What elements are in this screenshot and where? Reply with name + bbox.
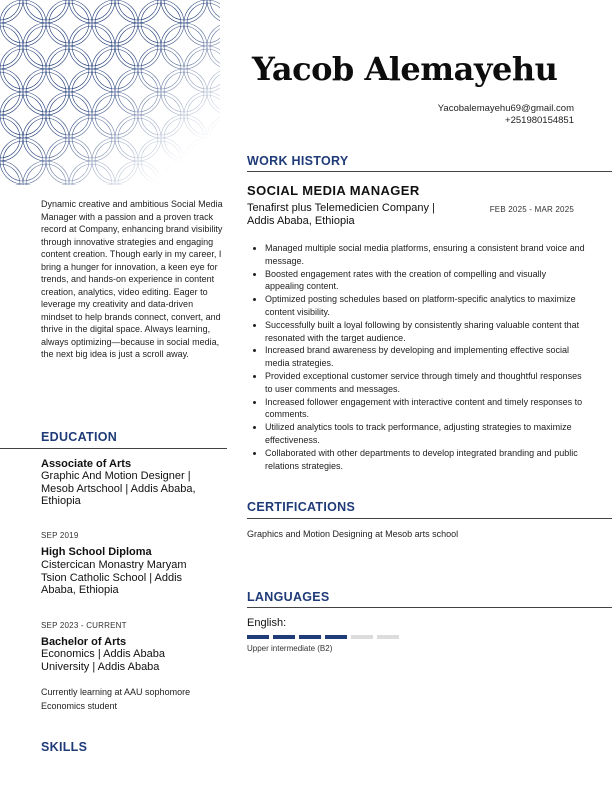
language-name: English: bbox=[247, 617, 287, 629]
profile-summary: Dynamic creative and ambitious Social Media Manager with a passion and a proven track record at Company, enhancing brand visibility through innovative strategies and engaging content creation. Though early in my career, I bring a hunger for innovation, a keen eye for trends, and hands-on experience in content creation, analytics, video editing. Eager to leverage my creativity and data-driven mindset to help brands connect, convert, and thrive in the digital space. Always learning, always optimizing—because in social media, the next big idea is just a scroll away. bbox=[41, 199, 223, 359]
proficiency-segment-empty bbox=[377, 635, 399, 639]
edu-degree-1: Associate of Arts bbox=[41, 458, 132, 470]
job-title: SOCIAL MEDIA MANAGER bbox=[247, 183, 420, 198]
list-item: • Boosted engagement rates with the creation of compelling and visually appealing content. bbox=[265, 268, 587, 294]
language-level: Upper intermediate (B2) bbox=[247, 644, 333, 653]
list-item: • Collaborated with other departments to develop integrated branding and public relations strategies. bbox=[265, 447, 587, 473]
job-bullets bbox=[253, 242, 587, 472]
certifications-heading: CERTIFICATIONS bbox=[247, 500, 356, 514]
job-dates: FEB 2025 - MAR 2025 bbox=[489, 205, 574, 214]
list-item: • Provided exceptional customer service through timely and thoughtful responses to user comments and messages. bbox=[265, 370, 587, 396]
list-item: • Managed multiple social media platforms, ensuring a consistent brand voice and message. bbox=[265, 242, 587, 268]
certifications-divider bbox=[247, 518, 612, 519]
list-item: • Successfully built a loyal following by consistently sharing valuable content that resonated with the target audience. bbox=[265, 319, 587, 345]
proficiency-segment-filled bbox=[247, 635, 269, 639]
languages-divider bbox=[247, 607, 612, 608]
candidate-name: Yacob Alemayehu bbox=[252, 50, 558, 88]
contact-block bbox=[438, 103, 574, 126]
phone: +251980154851 bbox=[505, 114, 574, 126]
education-divider bbox=[0, 448, 227, 449]
email: Yacobalemayehu69@gmail.com bbox=[437, 103, 574, 114]
proficiency-segment-filled bbox=[325, 635, 347, 639]
edu-degree-3: Bachelor of Arts bbox=[41, 636, 127, 648]
proficiency-segment-empty bbox=[351, 635, 373, 639]
languages-heading: LANGUAGES bbox=[247, 590, 330, 604]
certification-item: Graphics and Motion Designing at Mesob arts school bbox=[247, 529, 459, 539]
proficiency-segment-filled bbox=[299, 635, 321, 639]
list-item: • Increased brand awareness by developing and implementing effective social media strategies. bbox=[265, 344, 587, 370]
edu-field-1: Graphic And Motion Designer | Mesob Artschool | Addis Ababa, Ethiopia bbox=[41, 470, 196, 507]
education-heading: EDUCATION bbox=[41, 430, 118, 444]
work-history-heading: WORK HISTORY bbox=[247, 154, 349, 168]
proficiency-segment-filled bbox=[273, 635, 295, 639]
decorative-pattern bbox=[0, 0, 220, 185]
language-proficiency-bar bbox=[247, 635, 399, 639]
list-item: • Optimized posting schedules based on platform-specific analytics to maximize content visibility. bbox=[265, 293, 587, 319]
education-note: Currently learning at AAU sophomore Economics student bbox=[41, 687, 191, 711]
list-item: • Utilized analytics tools to track performance, adjusting strategies to maximize effectiveness. bbox=[265, 421, 587, 447]
edu-date-2: SEP 2019 bbox=[41, 531, 79, 540]
edu-degree-2: High School Diploma bbox=[41, 546, 152, 558]
skills-heading: SKILLS bbox=[41, 740, 88, 754]
edu-field-3: Economics | Addis Ababa University | Addis Ababa bbox=[41, 648, 165, 673]
work-history-divider bbox=[247, 171, 612, 172]
edu-date-3: SEP 2023 - CURRENT bbox=[41, 621, 127, 630]
company: Tenafirst plus Telemedicien Company | Addis Ababa, Ethiopia bbox=[247, 202, 435, 227]
edu-field-2: Cistercican Monastry Maryam Tsion Catholic School | Addis Ababa, Ethiopia bbox=[41, 559, 187, 596]
list-item: • Increased follower engagement with interactive content and timely responses to comments. bbox=[265, 396, 587, 422]
